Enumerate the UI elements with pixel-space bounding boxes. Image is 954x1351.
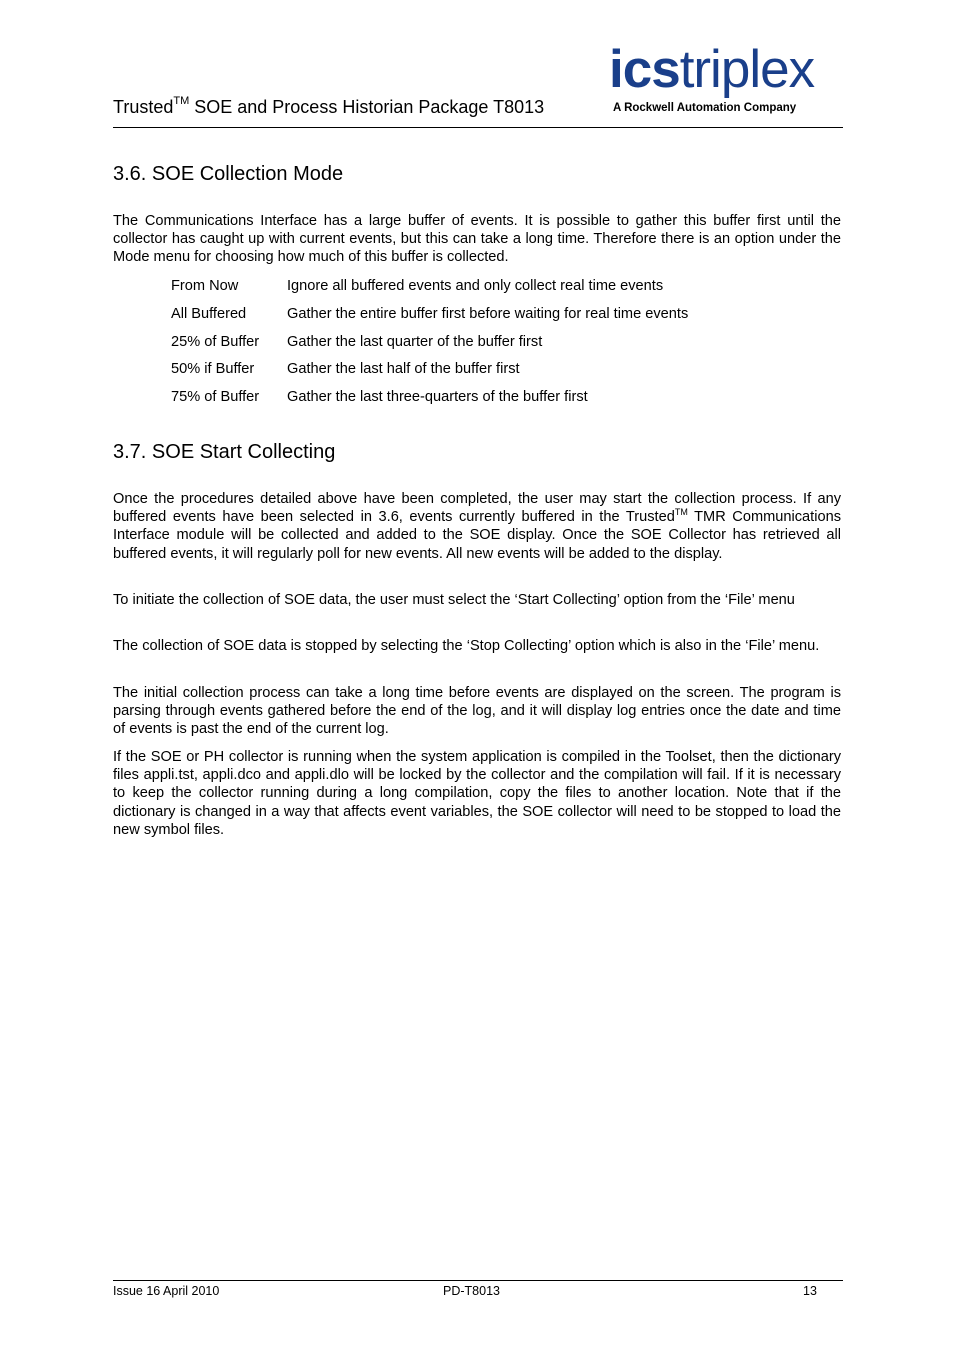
option-description: Gather the last half of the buffer first xyxy=(287,361,520,377)
paragraph-text: Once the procedures detailed above have been completed, the user may start the collection process. If any buffered events have been selected in 3.6, events currently buffered in the Trusted xyxy=(113,491,841,526)
option-key: From Now xyxy=(171,278,239,294)
option-description: Gather the last three-quarters of the buffer first xyxy=(287,389,588,405)
document-title xyxy=(113,96,544,118)
footer-document-code: PD-T8013 xyxy=(443,1284,500,1298)
section-37-paragraph-stop: The collection of SOE data is stopped by selecting the ‘Stop Collecting’ option which is also in the ‘File’ menu. xyxy=(113,638,820,654)
logo-wordmark xyxy=(609,42,814,98)
option-description: Ignore all buffered events and only collect real time events xyxy=(287,278,664,294)
section-37-paragraph-initial-collection: The initial collection process can take a long time before events are displayed on the screen. The program is parsing through events gathered before the end of the log, and it will display log entries once the date and time of events is past the end of the current log. xyxy=(113,685,841,738)
title-prefix: Trusted xyxy=(113,97,174,117)
section-37-paragraph-procedures xyxy=(113,490,841,563)
title-rest: SOE and Process Historian Package T8013 xyxy=(189,97,545,117)
logo-triplex: triplex xyxy=(679,40,815,99)
option-key: 75% of Buffer xyxy=(171,389,260,405)
option-key: 25% of Buffer xyxy=(171,334,260,350)
option-key: All Buffered xyxy=(171,306,247,322)
logo-tagline: A Rockwell Automation Company xyxy=(613,102,797,114)
trademark-mark: TM xyxy=(173,95,190,107)
option-description: Gather the entire buffer first before waiting for real time events xyxy=(287,306,689,322)
section-37-paragraph-start: To initiate the collection of SOE data, the user must select the ‘Start Collecting’ option from the ‘File’ menu xyxy=(113,592,795,608)
section-37-paragraph-toolset: If the SOE or PH collector is running when the system application is compiled in the Toolset, then the dictionary files appli.tst, appli.dco and appli.dlo will be locked by the collector and the compilation will fail. If it is necessary to keep the collector running during a long compilation, copy the files to another location. Note that if the dictionary is changed in a way that affects event variables, the SOE collector will need to be stopped to load the new symbol files. xyxy=(113,749,841,838)
logo-ics: ics xyxy=(609,40,680,99)
section-heading-soe-start-collecting: 3.7. SOE Start Collecting xyxy=(113,441,336,463)
section-36-intro-paragraph: The Communications Interface has a large buffer of events. It is possible to gather this buffer first until the collector has caught up with current events, but this can take a long time. Therefore there is an option under the Mode menu for choosing how much of this buffer is collected. xyxy=(113,213,841,266)
paragraph-text: TMR Communications Interface module will be collected and added to the SOE display. Once the SOE Collector has retrieved all buffered events, it will regularly poll for new events. All new events will be added to the display. xyxy=(113,509,841,562)
ics-triplex-logo xyxy=(609,42,844,120)
header-rule xyxy=(113,127,843,128)
option-key: 50% if Buffer xyxy=(171,361,255,377)
footer-page-number: 13 xyxy=(803,1284,817,1298)
option-description: Gather the last quarter of the buffer first xyxy=(287,334,543,350)
section-heading-soe-collection-mode: 3.6. SOE Collection Mode xyxy=(113,163,344,185)
footer-issue-date: Issue 16 April 2010 xyxy=(113,1284,220,1298)
trademark-mark: TM xyxy=(674,507,688,518)
footer-rule xyxy=(113,1280,843,1281)
